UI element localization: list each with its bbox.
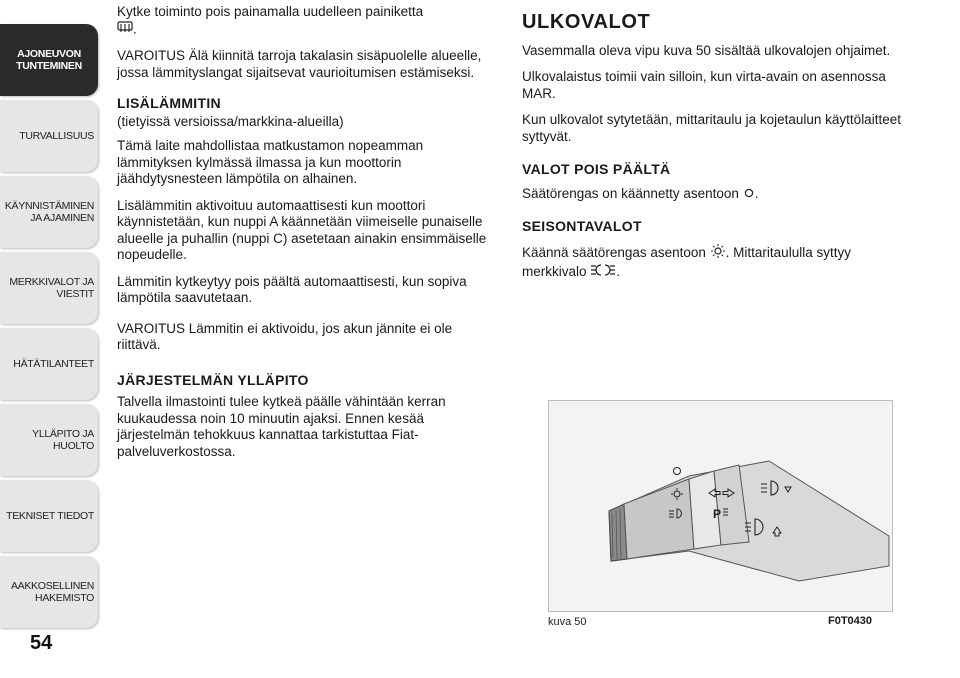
tab-kaynnistaminen[interactable]: KÄYNNISTÄMINEN JA AJAMINEN xyxy=(0,176,98,248)
parking-label: P xyxy=(713,507,722,521)
figure-light-stalk xyxy=(548,400,893,612)
light-stalk-illustration xyxy=(549,401,892,611)
lights-off-heading: VALOT POIS PÄÄLTÄ xyxy=(522,161,671,177)
heater-subtitle: (tietyissä versioissa/markkina-alueilla) xyxy=(117,113,344,129)
off-circle-icon xyxy=(743,186,755,203)
right-column xyxy=(522,4,902,292)
sidelights-paragraph: Käännä säätörengas asentoon . Mittaritaululla syttyy merkkivalo . xyxy=(522,243,902,282)
lights-paragraph-1: Vasemmalla oleva vipu kuva 50 sisältää ulkovalojen ohjaimet. xyxy=(522,42,891,58)
tab-hakemisto[interactable]: AAKKOSELLINEN HAKEMISTO xyxy=(0,556,98,628)
rear-defrost-icon xyxy=(117,21,133,39)
lights-paragraph-3: Kun ulkovalot sytytetään, mittaritaulu ja kojetaulun käyttölaitteet syttyvät. xyxy=(522,112,901,144)
warning-rear-window: VAROITUS Älä kiinnitä tarroja takalasin sisäpuolelle alueelle, jossa lämmityslangat sijaitsevat vaurioitumisen estämiseksi. xyxy=(117,48,482,80)
tab-hatatilanteet[interactable]: HÄTÄTILANTEET xyxy=(0,328,98,400)
maintenance-paragraph: Talvella ilmastointi tulee kytkeä päälle vähintään kerran kuukaudessa noin 10 minuutin ajaksi. Ennen kesää järjestelmän tehokkuus kannattaa tarkistuttaa Fiat-palveluverkostossa. xyxy=(117,394,446,459)
sidelights-heading: SEISONTAVALOT xyxy=(522,218,642,235)
sidelight-sun-icon xyxy=(710,243,726,264)
warning-battery: VAROITUS Lämmitin ei aktivoidu, jos akun jännite ei ole riittävä. xyxy=(117,320,453,352)
heater-paragraph-3: Lämmitin kytkeytyy pois päältä automaattisesti, kun sopiva lämpötila saavutetaan. xyxy=(117,273,467,305)
heater-heading: LISÄLÄMMITIN xyxy=(117,95,221,111)
figure-caption: kuva 50 xyxy=(548,616,587,628)
parking-lights-indicator-icon xyxy=(590,263,616,282)
maintenance-heading: JÄRJESTELMÄN YLLÄPITO xyxy=(117,371,309,388)
section-title: ULKOVALOT xyxy=(522,11,651,33)
tab-tekniset-tiedot[interactable]: TEKNISET TIEDOT xyxy=(0,480,98,552)
tab-turvallisuus[interactable]: TURVALLISUUS xyxy=(0,100,98,172)
tab-ajoneuvon-tunteminen[interactable]: AJONEUVON TUNTEMINEN xyxy=(0,24,98,96)
heater-paragraph-2: Lisälämmitin aktivoituu automaattisesti kun moottori käynnistetään, kun nuppi A käännetään viimeiselle punaiselle alueelle ja puhallin (nuppi C) asetetaan ainakin ensimmäiselle nopeudelle. xyxy=(117,197,487,262)
intro-paragraph: Kytke toiminto pois painamalla uudelleen painiketta . xyxy=(117,4,497,38)
tab-yllapito[interactable]: YLLÄPITO JA HUOLTO xyxy=(0,404,98,476)
heater-paragraph-1: Tämä laite mahdollistaa matkustamon nopeamman lämmityksen kylmässä ilmassa ja kun moottorin jäähdytysnesteen lämpötila on alhainen. xyxy=(117,138,424,186)
lights-paragraph-2: Ulkovalaistus toimii vain silloin, kun virta-avain on asennossa MAR. xyxy=(522,69,886,101)
tab-merkkivalot[interactable]: MERKKIVALOT JA VIESTIT xyxy=(0,252,98,324)
figure-code: F0T0430 xyxy=(828,615,873,627)
lights-off-paragraph: Säätörengas on käännetty asentoon . xyxy=(522,185,759,201)
page-number: 54 xyxy=(30,632,53,654)
left-column xyxy=(117,4,497,470)
chapter-sidebar xyxy=(0,0,100,660)
off-position-icon xyxy=(674,468,681,475)
